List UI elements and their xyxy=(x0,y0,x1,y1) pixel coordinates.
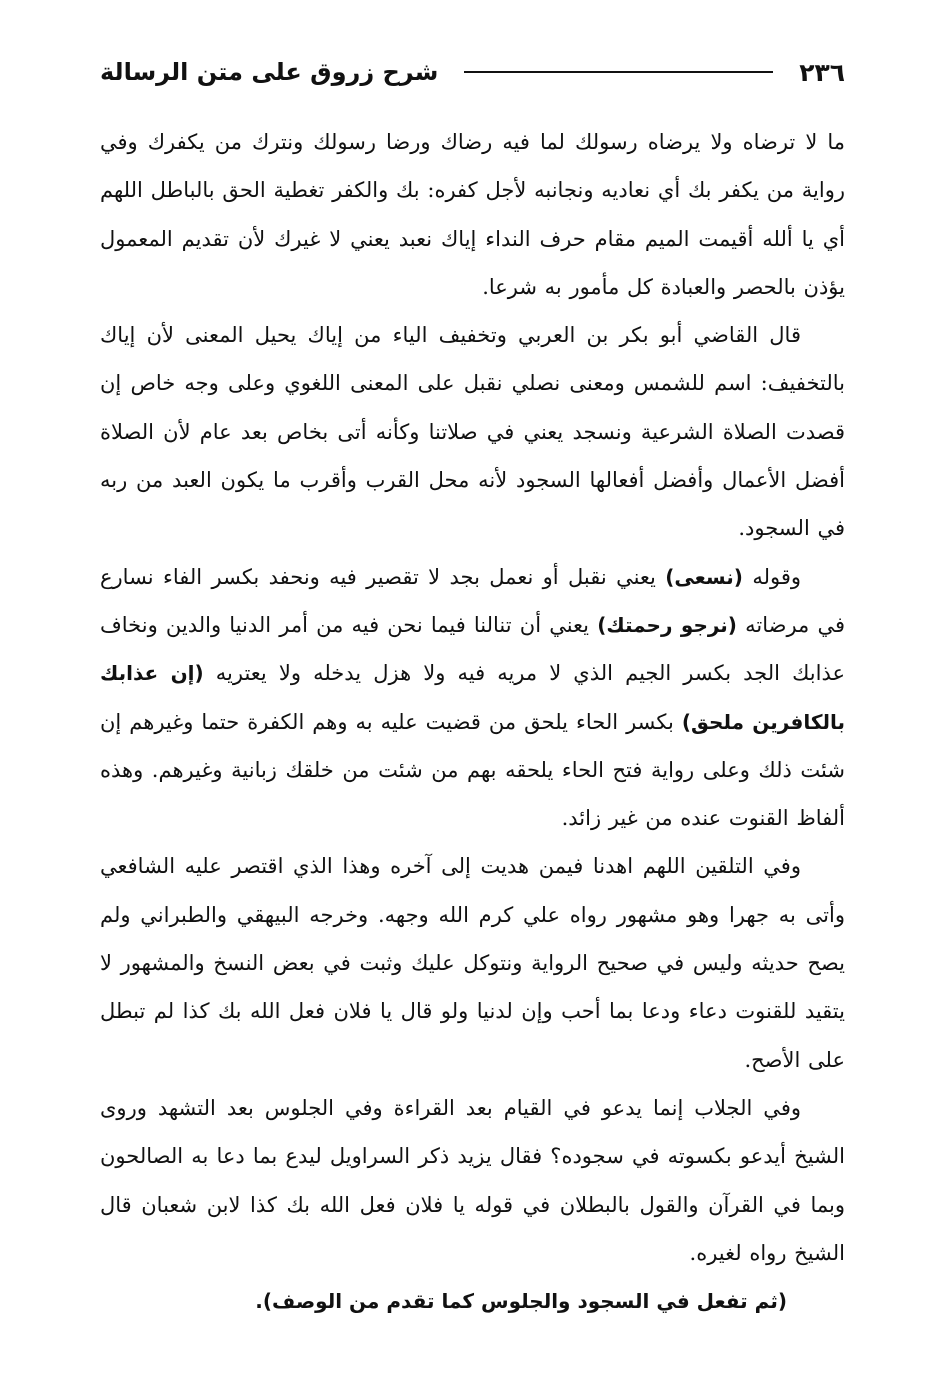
quoted-term-narju-rahmatak: (نرجو رحمتك) xyxy=(597,612,737,637)
page-body xyxy=(100,118,845,1325)
page-number: ٢٣٦ xyxy=(799,57,845,87)
paragraph-3-text-b: يعني نقبل أو نعمل بجد لا تقصير فيه ونحفد بكسر الفاء نسارع في مرضاته xyxy=(100,564,845,637)
paragraph-4: وفي التلقين اللهم اهدنا فيمن هديت إلى آخره وهذا الذي اقتصر عليه الشافعي وأتى به جهرا وهو مشهور رواه علي كرم الله وجهه. وخرجه البيهقي والطبراني ولم يصح حديثه وليس في صحيح الرواية ونتوكل عليك وثبت في بعض النسخ والمشهور لا يتقيد للقنوت دعاء ودعا بما أحب وإن لدنيا ولو قال يا فلان فعل الله بك كذا لم تبطل على الأصح. xyxy=(100,854,845,1072)
quoted-term-inna-adhabak: (إن عذابك بالكافرين ملحق) xyxy=(100,661,845,734)
paragraph-5: وفي الجلاب إنما يدعو في القيام بعد القراءة وفي الجلوس بعد التشهد وروى الشيخ أيدعو بكسوته في سجوده؟ فقال يزيد ذكر السراويل ليدع بما دعا به الصالحون وبما في القرآن والقول بالبطلان في قوله يا فلان فعل الله بك كذا لابن شعبان قال الشيخ رواه لغيره. xyxy=(100,1095,845,1265)
paragraph-3-text-d: بكسر الحاء يلحق من قضيت عليه به وهم الكفرة حتما وغيرهم إن شئت ذلك وعلى رواية فتح الحاء يلحقه بهم من شئت من خلقك زبانية وغيرهم. وهذه ألفاظ القنوت عنده من غير زائد. xyxy=(100,709,845,831)
header-rule xyxy=(464,71,773,73)
paragraph-3 xyxy=(100,553,845,843)
paragraph-3-text-c: يعني أن تنالنا فيما نحن فيه من أمر الدنيا والدين ونخاف عذابك الجد بكسر الجيم الذي لا مريه فيه ولا هزل يدخله ولا يعتريه xyxy=(100,612,845,686)
closing-quote: (ثم تفعل في السجود والجلوس كما تقدم من الوصف). xyxy=(255,1289,787,1314)
paragraph-2: قال القاضي أبو بكر بن العربي وتخفيف الياء من إياك يحيل المعنى لأن إياك بالتخفيف: اسم للشمس ومعنى نصلي نقبل على المعنى اللغوي وعلى وجه خاص إن قصدت الصلاة الشرعية ونسجد يعني في صلاتنا وكأنه أتى بخاص بعد عام لأن الصلاة أفضل الأعمال وأفضل أفعالها السجود لأنه محل القرب وأقرب ما يكون العبد من ربه في السجود. xyxy=(100,323,845,541)
paragraph-1: ما لا ترضاه ولا يرضاه رسولك لما فيه رضاك ورضا رسولك ونترك من يكفرك وفي رواية من يكفر بك أي نعاديه ونجانبه لأجل كفره: بك والكفر تغطية الحق بالباطل اللهم أي يا ألله أقيمت الميم مقام حرف النداء إياك نعبد يعني لا غيرك لأن تقديم المعمول يؤذن بالحصر والعبادة كل مأمور به شرعا. xyxy=(100,130,845,299)
paragraph-3-text-a: وقوله xyxy=(752,564,801,589)
running-title: شرح زروق على متن الرسالة xyxy=(100,58,439,86)
page-header xyxy=(100,50,845,94)
quoted-term-nasaa: (نسعى) xyxy=(665,564,743,589)
